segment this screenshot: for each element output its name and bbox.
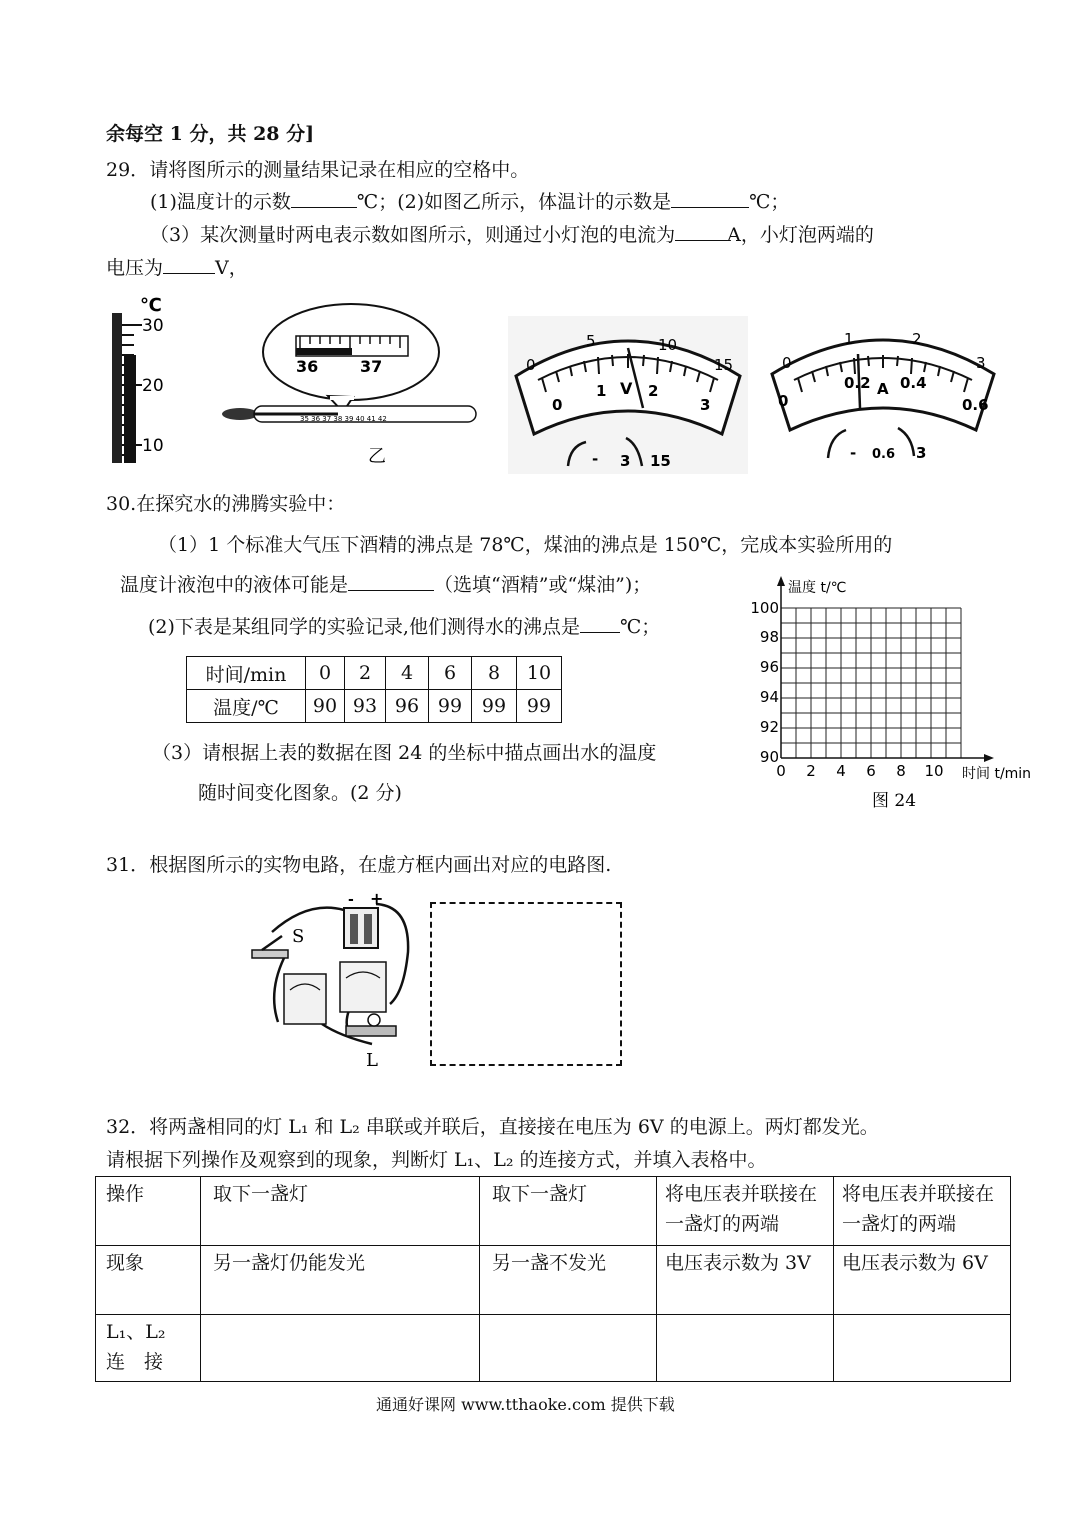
x-tick: 10 [924,762,944,780]
amp-term-3: 3 [916,444,927,462]
answer-cell[interactable] [201,1315,480,1382]
amp-lower-06: 0.6 [962,396,989,414]
graph-xlabel: 时间 t/min [962,766,1032,782]
switch-base [252,950,288,958]
ammeter-symbol: A [877,380,889,398]
q29-part3b [106,255,248,281]
connection-table [95,1176,1011,1382]
ammeter-device-icon [284,974,326,1024]
battery-pos: + [370,892,384,908]
q29-part3 [150,222,874,248]
q30-part1b-text: 温度计液泡中的液体可能是 [120,574,349,596]
volt-upper-5: 5 [586,332,596,350]
table-row [187,690,562,723]
y-tick: 90 [759,748,779,766]
q30-prompt-text: 在探究水的沸腾实验中： [136,493,346,515]
unit-celsius: ℃ [356,191,379,213]
unit-celsius-2: ℃； [749,191,790,213]
unit-ampere: A，小灯泡两端的 [727,224,874,246]
y-tick: 98 [759,628,779,646]
temp-cell: 99 [517,690,562,723]
battery-neg: - [348,892,354,908]
ammeter-figure [766,318,1000,468]
voltmeter-device-icon [340,962,386,1012]
thermo-tick-30: 30 [142,316,164,336]
clinical-thermometer-figure [218,300,488,470]
answer-cell[interactable] [657,1315,834,1382]
q29-prompt [106,157,529,183]
amp-upper-3: 3 [976,354,986,372]
amp-upper-1: 1 [844,330,854,348]
amp-wire-right [898,428,914,456]
physical-circuit-figure [248,892,416,1072]
battery-cell [350,914,358,944]
y-tick: 92 [759,718,779,736]
x-tick: 6 [866,762,876,780]
clinical-bulb [222,408,258,420]
phen-cell: 另一盏灯仍能发光 [201,1246,480,1315]
liquid-answer-blank[interactable] [348,572,434,591]
q30-part1b [120,572,651,598]
footer-text: 通通好课网 www.tthaoke.com 提供下载 [376,1395,675,1414]
time-cell: 8 [472,657,517,690]
table-row [96,1177,1011,1246]
wire [272,908,344,932]
figure-24-grid [748,574,1048,814]
x-tick-labels [776,762,943,780]
zoom-tick-37: 37 [360,357,383,376]
q29-part2-text: ；(2)如图乙所示，体温计的示数是 [378,191,672,213]
volt-upper-15: 15 [714,356,734,374]
x-axis-arrow [984,754,994,762]
thermometer-figure [106,295,176,465]
thermometer-tube [112,313,122,463]
answer-cell[interactable] [480,1315,657,1382]
battery-icon [344,908,378,948]
time-cell: 2 [345,657,386,690]
conn-header-cell: L₁、L₂ 连 接 [96,1315,201,1382]
q30-part3b: 随时间变化图象。(2 分) [198,782,402,804]
amp-upper-2: 2 [912,330,922,348]
temp-cell: 99 [472,690,517,723]
q30-prompt [106,491,345,517]
boiling-data-table [186,656,562,723]
amp-lower-0: 0 [778,392,789,410]
q29-prompt-text: 请将图所示的测量结果记录在相应的空格中。 [149,159,530,181]
q29-number: 29． [106,159,150,181]
boiling-point-blank[interactable] [580,614,620,633]
y-tick: 100 [750,599,779,617]
clinical-label: 乙 [368,446,386,467]
time-label-cell: 时间/min [187,657,306,690]
thermo-tick-10: 10 [142,436,164,456]
voltage-answer-blank[interactable] [163,255,215,274]
time-cell: 0 [306,657,345,690]
answer-cell[interactable] [834,1315,1011,1382]
time-cell: 10 [517,657,562,690]
q30-part1c-text: （选填“酒精”或“煤油”)； [434,574,652,596]
temp-label-cell: 温度/℃ [187,690,306,723]
table-row [96,1246,1011,1315]
volt-lower-1: 1 [596,382,607,400]
q31-number: 31． [106,854,150,876]
amp-term-neg: - [850,444,857,462]
circuit-answer-box[interactable] [430,902,622,1066]
volt-upper-10: 10 [658,336,678,354]
temp-cell: 99 [429,690,472,723]
voltmeter-symbol: V [620,379,633,398]
amp-term-06: 0.6 [872,447,896,462]
wire [274,958,284,1022]
graph-grid [781,608,961,758]
zoom-tick-36: 36 [296,357,319,376]
x-tick: 4 [836,762,846,780]
amp-lower-04: 0.4 [900,374,927,392]
temp-cell: 96 [386,690,429,723]
lamp-label: L [366,1050,378,1071]
q30-unit: ℃； [619,616,661,638]
current-answer-blank[interactable] [675,222,727,241]
table-row [187,657,562,690]
q30-part2 [148,614,660,640]
clinical-thermometer-blank[interactable] [671,189,749,208]
amp-upper-0: 0 [782,354,792,372]
thermometer-answer-blank[interactable] [291,189,357,208]
score-note: 余每空 1 分，共 28 分] [106,123,315,145]
x-tick: 2 [806,762,816,780]
phen-cell: 另一盏不发光 [480,1246,657,1315]
time-cell: 4 [386,657,429,690]
thermometer-unit: ℃ [140,295,162,316]
switch-icon [262,936,282,950]
q31-prompt-text: 根据图所示的实物电路，在虚方框内画出对应的电路图. [149,854,612,876]
y-axis-arrow [777,576,785,586]
phen-cell: 电压表示数为 6V [834,1246,1011,1315]
q30-part1: （1）1 个标准大气压下酒精的沸点是 78℃，煤油的沸点是 150℃，完成本实验所用的 [158,534,893,556]
q32-line1: 32．将两盏相同的灯 L₁ 和 L₂ 串联或并联后，直接接在电压为 6V 的电源上。两灯都发光。 [106,1116,879,1138]
q30-part2-text: (2)下表是某组同学的实验记录,他们测得水的沸点是 [148,616,580,638]
q31-prompt [106,852,611,878]
clinical-scale-text: 35 36 37 38 39 40 41 42 [300,415,387,423]
y-tick: 96 [759,658,779,676]
q29-part3b-text: 电压为 [106,257,164,279]
thermometer-liquid [124,355,136,463]
time-cell: 6 [429,657,472,690]
q32-line2: 请根据下列操作及观察到的现象，判断灯 L₁、L₂ 的连接方式，并填入表格中。 [106,1149,767,1171]
phen-header-cell: 现象 [96,1246,201,1315]
volt-lower-3: 3 [700,396,711,414]
op-cell: 取下一盏灯 [480,1177,657,1246]
y-tick-labels [750,599,779,766]
q30-part3: （3）请根据上表的数据在图 24 的坐标中描点画出水的温度 [152,742,657,764]
volt-term-15: 15 [650,452,671,470]
switch-label: S [292,926,305,947]
lamp-icon [368,1014,380,1026]
x-tick: 8 [896,762,906,780]
op-cell: 取下一盏灯 [201,1177,480,1246]
battery-cell [364,914,372,944]
volt-upper-0: 0 [526,356,536,374]
y-tick: 94 [759,688,779,706]
temp-cell: 93 [345,690,386,723]
op-header-cell: 操作 [96,1177,201,1246]
volt-term-3: 3 [620,452,631,470]
amp-wire-left [828,430,846,458]
table-row [96,1315,1011,1382]
q29-part1 [150,189,789,215]
x-tick: 0 [776,762,786,780]
q29-part3-text: （3）某次测量时两电表示数如图所示，则通过小灯泡的电流为 [150,224,676,246]
phen-cell: 电压表示数为 3V [657,1246,834,1315]
unit-volt: V， [215,257,248,279]
volt-lower-0: 0 [552,396,563,414]
q30-number: 30. [106,493,137,515]
q29-part1-text: (1)温度计的示数 [150,191,291,213]
op-cell: 将电压表并联接在一盏灯的两端 [834,1177,1011,1246]
figure-24-caption: 图 24 [872,791,917,811]
zoom-mercury [296,348,352,355]
volt-term-neg: - [592,450,599,468]
lamp-holder [346,1026,396,1036]
graph-ylabel: 温度 t/℃ [788,580,847,596]
zoom-pointer-mask [330,396,354,400]
amp-lower-02: 0.2 [844,374,871,392]
temp-cell: 90 [306,690,345,723]
op-cell: 将电压表并联接在一盏灯的两端 [657,1177,834,1246]
thermo-tick-20: 20 [142,376,164,396]
volt-lower-2: 2 [648,382,659,400]
voltmeter-figure [508,316,748,474]
